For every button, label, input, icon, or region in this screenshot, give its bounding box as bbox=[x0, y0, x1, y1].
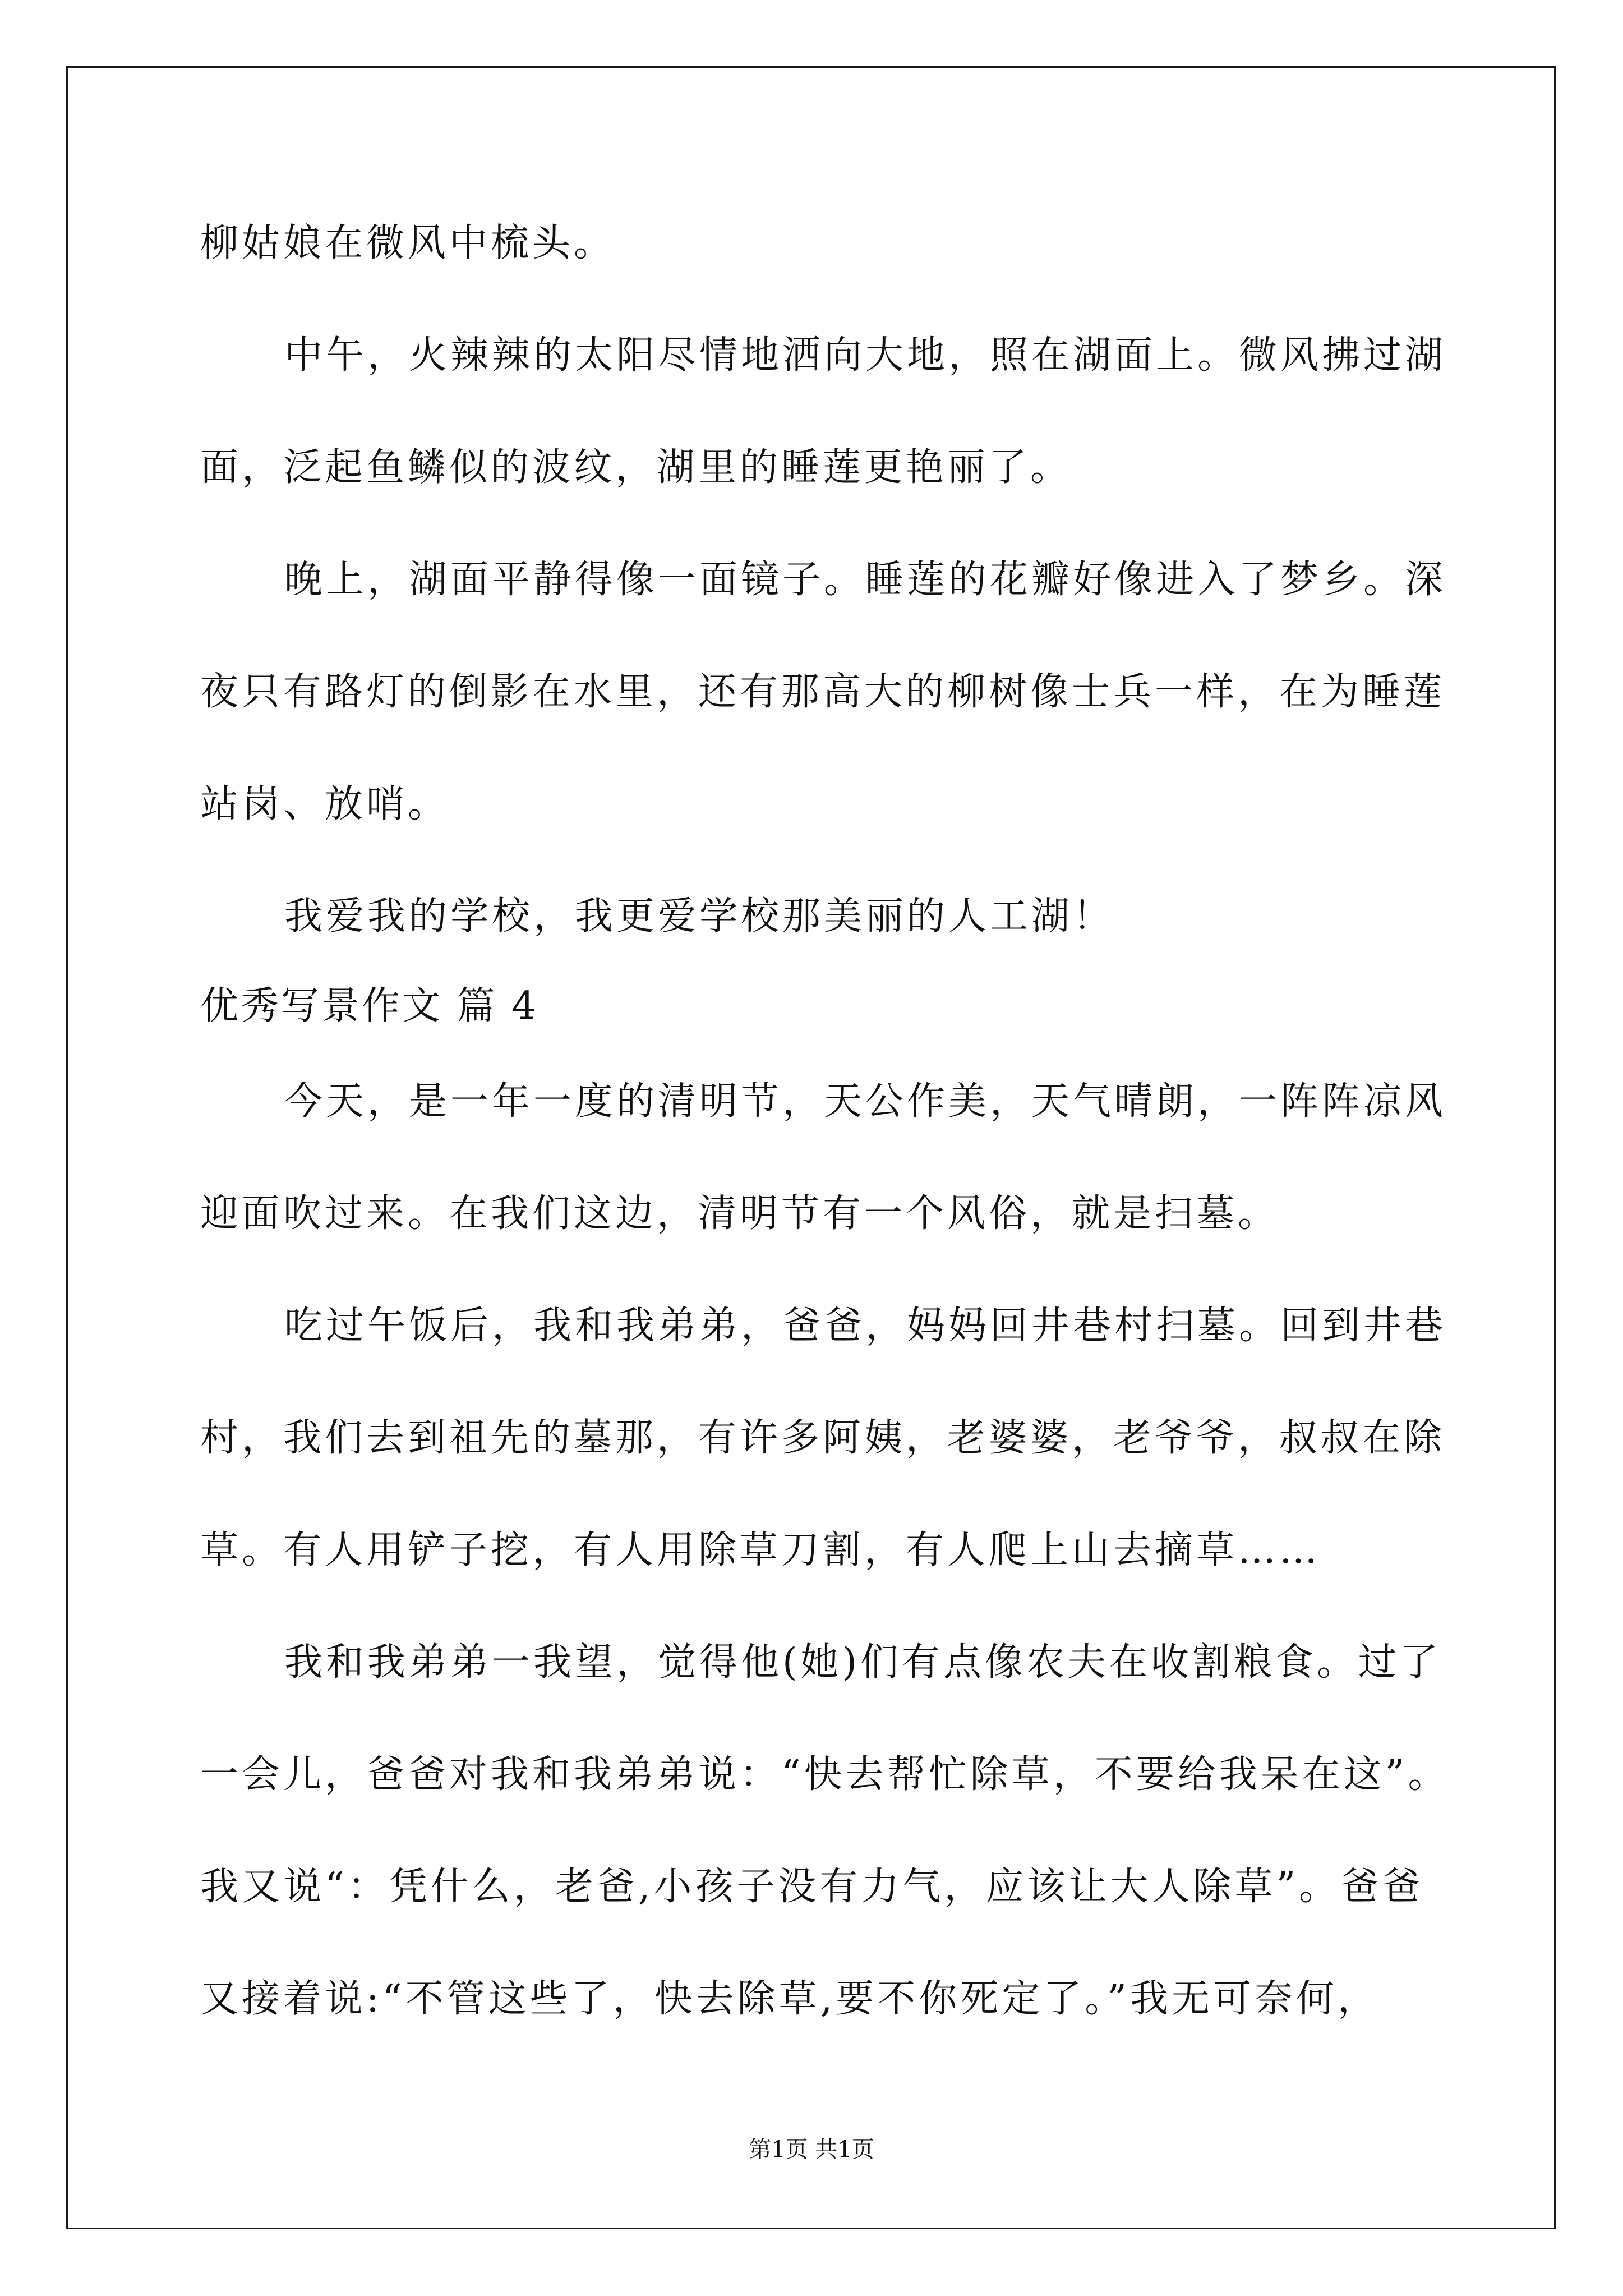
paragraph-line: 面，泛起鱼鳞似的波纹，湖里的睡莲更艳丽了。 bbox=[200, 445, 1072, 490]
paragraph-line: 站岗、放哨。 bbox=[200, 782, 450, 826]
paragraph-line: 草。有人用铲子挖，有人用除草刀割，有人爬上山去摘草…… bbox=[200, 1528, 1321, 1572]
paragraph-line: 我又说“：凭什么，老爸,小孩子没有力气，应该让大人除草”。爸爸 bbox=[200, 1865, 1424, 1909]
paragraph-line: 我和我弟弟一我望，觉得他(她)们有点像农夫在收割粮食。过了 bbox=[284, 1640, 1442, 1685]
paragraph-line: 晚上，湖面平静得像一面镜子。睡莲的花瓣好像进入了梦乡。深 bbox=[284, 558, 1447, 602]
page-number-footer: 第1页 共1页 bbox=[749, 2137, 874, 2162]
section-heading: 优秀写景作文 篇 4 bbox=[200, 984, 538, 1028]
paragraph-line: 今天，是一年一度的清明节，天公作美，天气晴朗，一阵阵凉风 bbox=[284, 1079, 1447, 1124]
paragraph-line: 柳姑娘在微风中梳头。 bbox=[200, 221, 616, 265]
paragraph-line: 中午，火辣辣的太阳尽情地洒向大地，照在湖面上。微风拂过湖 bbox=[284, 333, 1447, 378]
paragraph-line: 吃过午饭后，我和我弟弟，爸爸，妈妈回井巷村扫墓。回到井巷 bbox=[284, 1304, 1447, 1348]
paragraph-line: 村，我们去到祖先的墓那，有许多阿姨，老婆婆，老爷爷，叔叔在除 bbox=[200, 1416, 1446, 1460]
paragraph-line: 一会儿，爸爸对我和我弟弟说：“快去帮忙除草，不要给我呆在这”。 bbox=[200, 1752, 1450, 1797]
paragraph-line: 迎面吹过来。在我们这边，清明节有一个风俗，就是扫墓。 bbox=[200, 1191, 1280, 1236]
paragraph-line: 我爱我的学校，我更爱学校那美丽的人工湖！ bbox=[284, 894, 1115, 938]
paragraph-line: 夜只有路灯的倒影在水里，还有那高大的柳树像士兵一样，在为睡莲 bbox=[200, 670, 1446, 714]
paragraph-line: 又接着说:“不管这些了，快去除草,要不你死定了。”我无可奈何， bbox=[200, 1977, 1380, 2021]
